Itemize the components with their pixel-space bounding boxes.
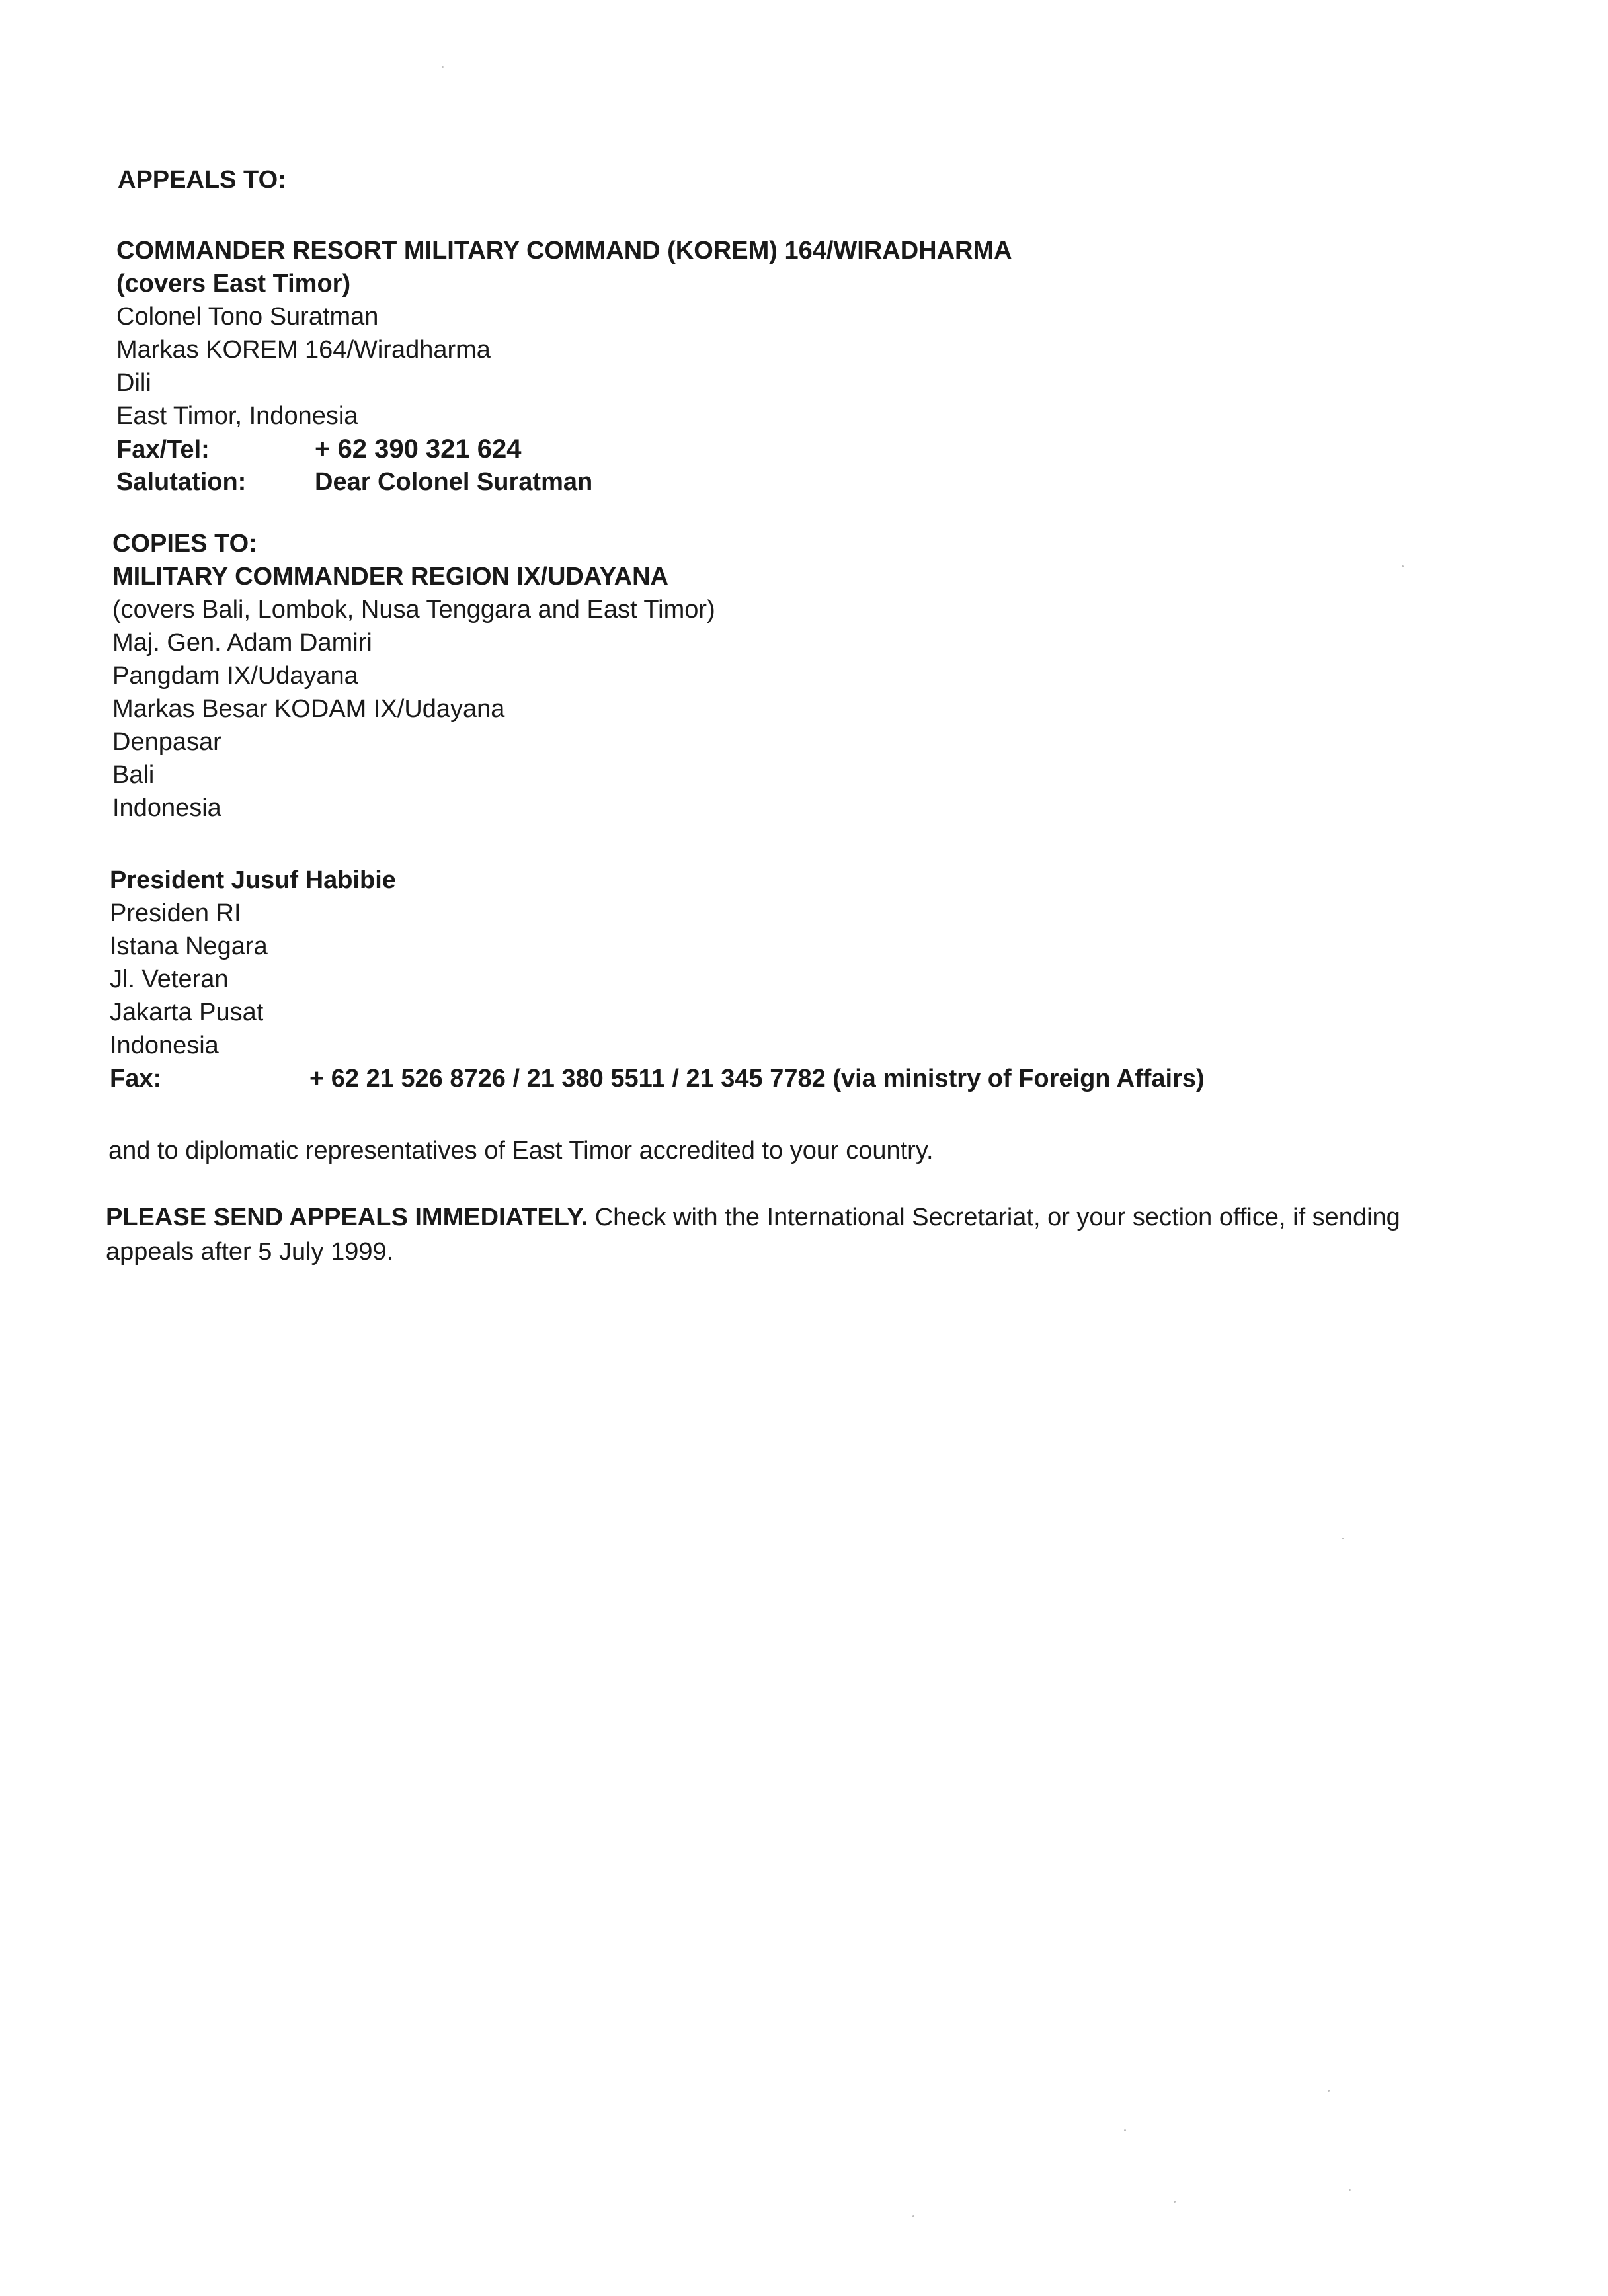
president-address-line: Istana Negara	[110, 932, 268, 960]
appeals-salutation-value: Dear Colonel Suratman	[315, 468, 593, 496]
diplomatic-note: and to diplomatic representatives of East Timor accredited to your country.	[108, 1137, 934, 1165]
appeals-address-line: East Timor, Indonesia	[116, 402, 358, 430]
appeals-salutation-row	[116, 466, 1012, 499]
appeals-fax-row	[116, 432, 1012, 466]
closing-emphasis: PLEASE SEND APPEALS IMMEDIATELY.	[106, 1204, 588, 1231]
copies-address-line: Indonesia	[112, 794, 221, 822]
copies-section	[112, 527, 715, 825]
scan-speck	[1328, 2090, 1330, 2092]
scan-speck	[1402, 565, 1404, 567]
scan-speck	[912, 2215, 914, 2217]
copies-address-line: Bali	[112, 761, 155, 789]
president-fax-value: + 62 21 526 8726 / 21 380 5511 / 21 345 7782 (via ministry of Foreign Affairs)	[309, 1065, 1205, 1092]
president-address-line: Jakarta Pusat	[110, 999, 264, 1026]
copies-address-line: Pangdam IX/Udayana	[112, 662, 358, 690]
scan-speck	[1174, 2201, 1176, 2203]
appeals-section	[118, 163, 286, 196]
copies-address-line: (covers Bali, Lombok, Nusa Tenggara and East Timor)	[112, 596, 715, 624]
appeals-fax-value: + 62 390 321 624	[315, 434, 522, 464]
scan-speck	[1124, 2129, 1126, 2131]
scan-speck	[1349, 2189, 1351, 2191]
closing-paragraph	[106, 1200, 1488, 1269]
copies-address-line: Maj. Gen. Adam Damiri	[112, 629, 372, 657]
president-section	[110, 864, 1205, 1095]
scan-speck	[442, 66, 444, 68]
appeals-fax-label: Fax/Tel:	[116, 436, 210, 464]
copies-recipient-title: MILITARY COMMANDER REGION IX/UDAYANA	[112, 563, 668, 591]
president-fax-label: Fax:	[110, 1065, 162, 1092]
copies-address-line: Denpasar	[112, 728, 221, 756]
copies-address-line: Markas Besar KODAM IX/Udayana	[112, 695, 505, 723]
president-address-line: Indonesia	[110, 1032, 219, 1059]
appeals-address-line: Colonel Tono Suratman	[116, 303, 379, 331]
appeals-recipient-block	[116, 234, 1012, 499]
president-title: President Jusuf Habibie	[110, 866, 396, 894]
closing-text: Check with the International Secretariat, or your section office, if sending appeals after 5 July 1999.	[106, 1204, 1400, 1266]
appeals-salutation-label: Salutation:	[116, 468, 247, 496]
president-fax-row	[110, 1062, 1205, 1095]
president-address-line: Jl. Veteran	[110, 965, 229, 993]
president-address-line: Presiden RI	[110, 899, 241, 927]
appeals-recipient-subtitle: (covers East Timor)	[116, 270, 351, 298]
appeals-heading: APPEALS TO:	[118, 166, 286, 194]
scan-speck	[1342, 1538, 1344, 1539]
appeals-address-line: Markas KOREM 164/Wiradharma	[116, 336, 491, 364]
appeals-recipient-title: COMMANDER RESORT MILITARY COMMAND (KOREM) 164/WIRADHARMA	[116, 237, 1012, 265]
copies-heading: COPIES TO:	[112, 530, 257, 557]
appeals-address-line: Dili	[116, 369, 151, 397]
